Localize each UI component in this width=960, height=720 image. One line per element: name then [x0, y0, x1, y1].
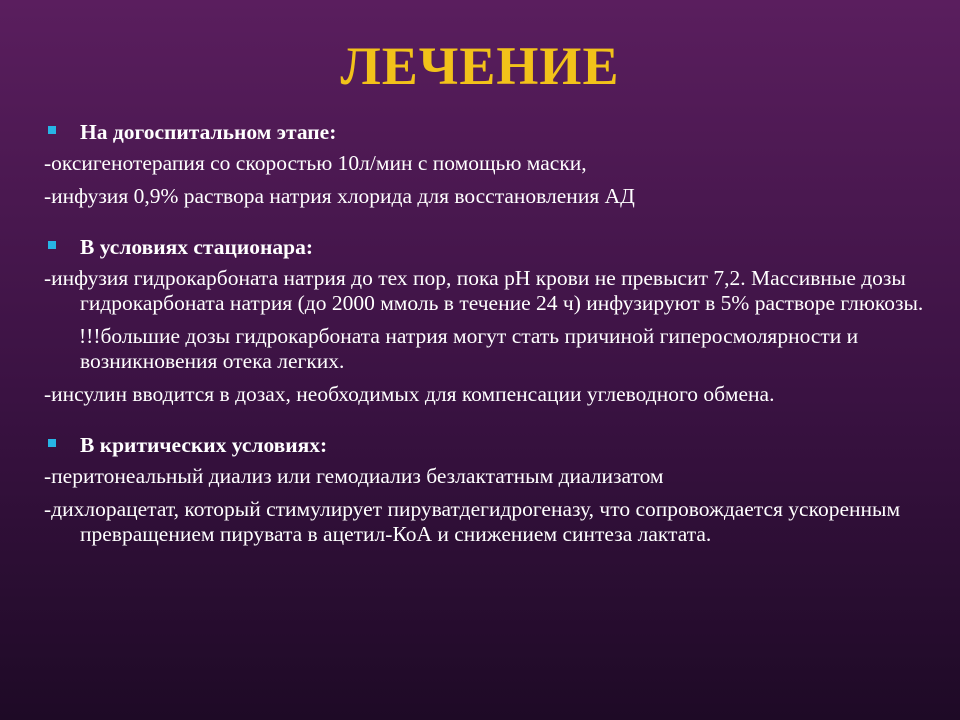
slide-content: [44, 120, 934, 555]
section-prehospital: [44, 120, 934, 209]
square-bullet-icon: [48, 126, 56, 134]
square-bullet-icon: [48, 439, 56, 447]
list-item: -оксигенотерапия со скоростью 10л/мин с помощью маски,: [44, 151, 587, 175]
list-item: -инфузия гидрокарбоната натрия до тех пор, пока pH крови не превысит 7,2. Массивные дозы гидрокарбоната натрия (до 2000 ммоль в течение 24 ч) инфузируют в 5% растворе глюкозы.: [44, 266, 924, 315]
list-item: -инфузия 0,9% раствора натрия хлорида для восстановления АД: [44, 184, 635, 208]
warning-note: !!!большие дозы гидрокарбоната натрия могут стать причиной гиперосмолярности и возникновения отека легких.: [79, 324, 859, 373]
section-heading: [44, 235, 934, 260]
list-item: -инсулин вводится в дозах, необходимых для компенсации углеводного обмена.: [44, 382, 775, 406]
list-item: -перитонеальный диализ или гемодиализ безлактатным диализатом: [44, 464, 664, 488]
square-bullet-icon: [48, 241, 56, 249]
section-heading: [44, 120, 934, 145]
list-item: -дихлорацетат, который стимулирует пируватдегидрогеназу, что сопровождается ускоренным превращением пирувата в ацетил-КоА и снижением синтеза лактата.: [44, 497, 901, 546]
section-heading: [44, 433, 934, 458]
slide-title: ЛЕЧЕНИЕ: [340, 36, 620, 96]
section-heading-text: На догоспитальном этапе:: [80, 120, 337, 144]
section-heading-text: В критических условиях:: [80, 433, 328, 457]
section-critical: [44, 433, 934, 547]
section-hospital: [44, 235, 934, 407]
section-heading-text: В условиях стационара:: [80, 235, 314, 259]
